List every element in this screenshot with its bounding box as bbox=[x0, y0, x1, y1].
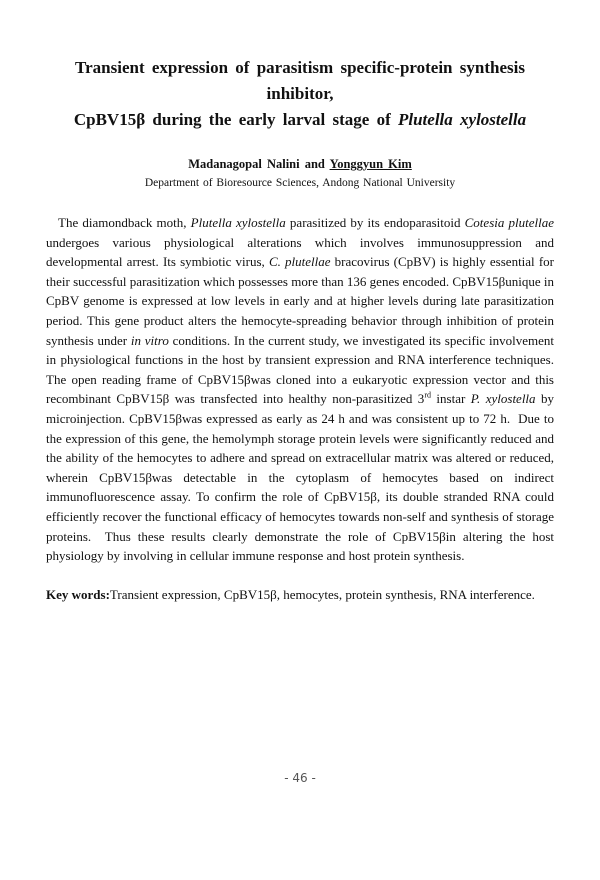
abstract-text: conditions. In the current study, we investigated its specific involvement in physiological functions in the host by transient expression and RNA interference techniques. The open reading frame of CpBV15βwas cloned into a eukaryotic expression vector and this recombinant CpBV15β was transfected into healthy non-parasitized 3 bbox=[46, 332, 567, 407]
abstract-text: undergoes various physiological alterations which involves immunosuppression and developmental arrest. Its symbiotic virus, bbox=[46, 234, 554, 270]
abstract-paragraph bbox=[46, 213, 567, 566]
author-conjunction: and bbox=[299, 157, 330, 171]
author-affiliation: Department of Bioresource Sciences, Andong National University bbox=[144, 177, 456, 189]
abstract-text: parasitized by its endoparasitoid bbox=[285, 215, 465, 230]
abstract-italic: P. xylostella bbox=[470, 391, 536, 407]
title-line-1: Transient expression of parasitism specific-protein synthesis inhibitor, bbox=[75, 58, 525, 103]
keywords-paragraph bbox=[46, 585, 554, 605]
keywords-label: Key words: bbox=[46, 586, 110, 602]
ordinal-superscript: rd bbox=[424, 391, 431, 401]
title-line-2: CpBV15β during the early larval stage of bbox=[73, 110, 398, 129]
title-species: Plutella xylostella bbox=[398, 110, 527, 129]
keywords-text: Transient expression, CpBV15β, hemocytes, protein synthesis, RNA interference. bbox=[109, 586, 535, 602]
page-number: - 46 - bbox=[284, 771, 316, 785]
abstract-text: bracovirus (CpBV) is highly essential for their successful parasitization which possesses more than 136 genes encoded. CpBV15βunique in CpBV genome is expressed at low levels in early and at higher levels during late parasitization period. This gene product alters the hemocyte-spreading behavior through inhibition of protein synthesis under bbox=[46, 254, 554, 348]
abstract-italic: Cotesia plutellae bbox=[464, 215, 554, 230]
author-name: Madanagopal Nalini bbox=[188, 157, 300, 171]
abstract-text: The diamondback moth, bbox=[58, 215, 191, 230]
abstract-text: instar bbox=[430, 391, 471, 407]
paper-title bbox=[46, 0, 554, 133]
abstract-italic: C. plutellae bbox=[268, 254, 331, 270]
abstract-italic: in vitro bbox=[130, 332, 169, 348]
abstract-italic: Plutella xylostella bbox=[190, 215, 286, 230]
corresponding-author-name: Yonggyun Kim bbox=[329, 157, 412, 171]
abstract-text: by microinjection. CpBV15βwas expressed as early as 24 h and was consistent up to 72 h. Due to the expression of this gene, the hemolymph storage protein levels were significantly reduced and the ability of the hemocytes to adhere and spread on extracellular matrix was altered or reduced, wherein CpBV15βwas detectable in the cytoplasm of hemocytes based on indirect immunofluorescence assay. To confirm the role of CpBV15β, its double stranded RNA could efficiently recover the functional efficacy of hemocytes towards non-self and synthesis of storage proteins. Thus these results clearly demonstrate the role of CpBV15βin altering the host physiology by involving in cellular immune response and host protein synthesis. bbox=[46, 391, 558, 564]
author-list bbox=[46, 155, 554, 173]
